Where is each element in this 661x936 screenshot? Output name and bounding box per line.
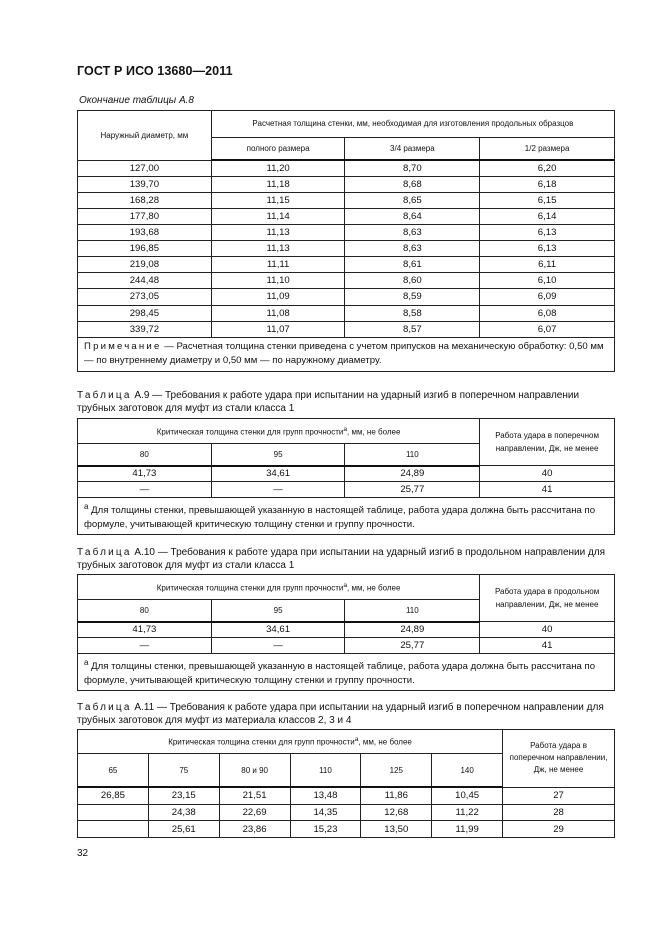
- table-a8-caption: Окончание таблицы А.8: [79, 95, 194, 106]
- document-header: ГОСТ Р ИСО 13680—2011: [77, 64, 233, 78]
- a8-cell: 11,09: [211, 289, 345, 305]
- a11-cell: 13,50: [361, 821, 432, 838]
- a8-row: [78, 289, 615, 305]
- a9-col-group: [78, 419, 480, 444]
- a8-cell: 8,63: [345, 241, 480, 257]
- a8-cell: 11,14: [211, 209, 345, 225]
- a9-footnote-sup: a: [84, 502, 89, 511]
- a10-row: [78, 622, 615, 638]
- a8-sub-34: 3/4 размера: [345, 137, 480, 160]
- a10-caption-label: Таблица: [77, 547, 132, 558]
- a10-footnote-sup: a: [84, 658, 89, 667]
- a11-cell: 11,99: [432, 821, 503, 838]
- a8-cell: 11,20: [211, 160, 345, 176]
- a8-cell: 6,11: [480, 257, 615, 273]
- a9-caption-text: А.9 — Требования к работе удара при испытании на ударный изгиб в поперечном направлении трубных заготовок для муфт из стали класса 1: [77, 390, 580, 414]
- a9-col-group-text: Критическая толщина стенки для групп прочности: [156, 427, 344, 437]
- a8-cell: 8,58: [345, 305, 480, 321]
- a10-group-0: 80: [78, 600, 212, 622]
- a8-cell: 168,28: [78, 192, 212, 208]
- a8-cell: 177,80: [78, 209, 212, 225]
- a9-footnote: [78, 498, 615, 535]
- table-a9: [77, 418, 615, 535]
- a11-cell: 10,45: [432, 787, 503, 804]
- a9-col-group-tail: , мм, не более: [347, 427, 401, 437]
- a11-row: [78, 821, 615, 838]
- a8-cell: 8,59: [345, 289, 480, 305]
- a11-cell: 15,23: [290, 821, 361, 838]
- table-a11: [77, 729, 615, 838]
- a8-cell: 139,70: [78, 176, 212, 192]
- a10-cell: 40: [480, 622, 615, 638]
- table-a10-caption: [77, 546, 617, 572]
- a8-row: [78, 225, 615, 241]
- a8-row: [78, 321, 615, 337]
- a9-row: [78, 466, 615, 482]
- a9-group-2: 110: [345, 444, 480, 466]
- a11-cell: 22,69: [219, 804, 290, 821]
- a9-cell: 40: [480, 466, 615, 482]
- a11-caption-text: А.11 — Требования к работе удара при испытании на ударный изгиб в поперечном направлении для трубных заготовок для муфт из материала классов 2, 3 и 4: [77, 702, 604, 726]
- a8-cell: 8,63: [345, 225, 480, 241]
- a10-col-group-text: Критическая толщина стенки для групп прочности: [156, 583, 344, 593]
- a8-cell: 127,00: [78, 160, 212, 176]
- a9-row: [78, 482, 615, 498]
- a11-row: [78, 787, 615, 804]
- a11-cell: 29: [503, 821, 615, 838]
- page-number: 32: [77, 848, 89, 859]
- a8-cell: 8,60: [345, 273, 480, 289]
- a8-cell: 11,10: [211, 273, 345, 289]
- a11-group-5: 140: [432, 754, 503, 787]
- a8-cell: 11,07: [211, 321, 345, 337]
- a10-col-group-tail: , мм, не более: [347, 583, 401, 593]
- a8-cell: 6,13: [480, 225, 615, 241]
- a11-caption-label: Таблица: [77, 702, 132, 713]
- a8-cell: 11,18: [211, 176, 345, 192]
- table-a9-caption: [77, 389, 617, 415]
- a9-cell: 41,73: [78, 466, 212, 482]
- a10-col-work: Работа удара в продольном направлении, Дж, не менее: [480, 575, 615, 622]
- a8-col-group: Расчетная толщина стенки, мм, необходимая для изготовления продольных образцов: [211, 111, 614, 138]
- a8-row: [78, 273, 615, 289]
- a8-cell: 6,08: [480, 305, 615, 321]
- a8-cell: 8,70: [345, 160, 480, 176]
- a8-row: [78, 160, 615, 176]
- a8-cell: 11,13: [211, 241, 345, 257]
- a8-row: [78, 257, 615, 273]
- a11-group-0: 65: [78, 754, 149, 787]
- a9-group-0: 80: [78, 444, 212, 466]
- a10-cell: 41,73: [78, 622, 212, 638]
- a8-cell: 11,15: [211, 192, 345, 208]
- a11-cell: 12,68: [361, 804, 432, 821]
- a11-cell: 27: [503, 787, 615, 804]
- a11-col-group-sup: a: [354, 736, 359, 744]
- a8-sub-full: полного размера: [211, 137, 345, 160]
- a10-cell: —: [78, 638, 212, 654]
- a9-cell: 25,77: [345, 482, 480, 498]
- a10-col-group: [78, 575, 480, 600]
- a11-cell: 23,86: [219, 821, 290, 838]
- a10-row: [78, 638, 615, 654]
- a11-col-group: [78, 730, 503, 754]
- a11-group-1: 75: [148, 754, 219, 787]
- a8-cell: 6,13: [480, 241, 615, 257]
- a8-row: [78, 192, 615, 208]
- a11-cell: 24,38: [148, 804, 219, 821]
- a8-cell: 11,08: [211, 305, 345, 321]
- a9-cell: 41: [480, 482, 615, 498]
- a9-col-work: Работа удара в поперечном направлении, Дж, не менее: [480, 419, 615, 466]
- a8-cell: 298,45: [78, 305, 212, 321]
- a11-cell: 11,86: [361, 787, 432, 804]
- a9-caption-label: Таблица: [77, 390, 132, 401]
- a11-row: [78, 804, 615, 821]
- a11-group-3: 110: [290, 754, 361, 787]
- a10-group-2: 110: [345, 600, 480, 622]
- a11-cell: 21,51: [219, 787, 290, 804]
- a9-cell: 34,61: [211, 466, 345, 482]
- a11-cell: 13,48: [290, 787, 361, 804]
- a8-note-text: — Расчетная толщина стенки приведена с учетом припусков на механическую обработку: 0,50 мм — по внутреннему диаметру и 0,50 мм — по наружному диаметру.: [84, 341, 604, 367]
- a9-cell: —: [78, 482, 212, 498]
- a9-cell: —: [211, 482, 345, 498]
- table-a10: [77, 574, 615, 691]
- a9-group-1: 95: [211, 444, 345, 466]
- a10-col-group-sup: a: [343, 581, 348, 589]
- a8-cell: 6,07: [480, 321, 615, 337]
- a10-cell: 34,61: [211, 622, 345, 638]
- a8-cell: 8,68: [345, 176, 480, 192]
- a11-col-group-text: Критическая толщина стенки для групп прочности: [168, 737, 355, 747]
- a11-cell: [78, 804, 149, 821]
- a10-cell: 25,77: [345, 638, 480, 654]
- a10-cell: 41: [480, 638, 615, 654]
- a10-cell: 24,89: [345, 622, 480, 638]
- a11-cell: 14,35: [290, 804, 361, 821]
- a8-cell: 6,09: [480, 289, 615, 305]
- a8-cell: 6,10: [480, 273, 615, 289]
- a8-cell: 339,72: [78, 321, 212, 337]
- a8-row: [78, 241, 615, 257]
- a8-cell: 273,05: [78, 289, 212, 305]
- a10-footnote: [78, 654, 615, 691]
- a8-cell: 11,11: [211, 257, 345, 273]
- a8-sub-12: 1/2 размера: [480, 137, 615, 160]
- a8-cell: 8,61: [345, 257, 480, 273]
- a8-cell: 219,08: [78, 257, 212, 273]
- a11-col-work: Работа удара в поперечном направлении, Дж, не менее: [503, 730, 615, 788]
- a8-cell: 8,65: [345, 192, 480, 208]
- a8-row: [78, 209, 615, 225]
- a11-cell: 11,22: [432, 804, 503, 821]
- a11-cell: 28: [503, 804, 615, 821]
- a11-cell: [78, 821, 149, 838]
- a8-row: [78, 176, 615, 192]
- a8-cell: 6,15: [480, 192, 615, 208]
- a11-group-2: 80 и 90: [219, 754, 290, 787]
- a10-footnote-text: Для толщины стенки, превышающей указанную в настоящей таблице, работа удара должна быть рассчитана по формуле, учитывающей критическую толщину стенки и группу прочности.: [84, 661, 596, 687]
- a9-col-group-sup: a: [343, 425, 348, 433]
- a8-cell: 6,18: [480, 176, 615, 192]
- table-a11-caption: [77, 701, 617, 727]
- a8-cell: 11,13: [211, 225, 345, 241]
- a9-cell: 24,89: [345, 466, 480, 482]
- a8-col-diameter: Наружный диаметр, мм: [78, 111, 212, 161]
- a10-caption-text: А.10 — Требования к работе удара при испытании на ударный изгиб в продольном направлении для трубных заготовок для муфт из стали класса 1: [77, 547, 606, 571]
- a9-footnote-text: Для толщины стенки, превышающей указанную в настоящей таблице, работа удара должна быть рассчитана по формуле, учитывающей критическую толщину стенки и группу прочности.: [84, 505, 596, 531]
- a8-cell: 6,14: [480, 209, 615, 225]
- a10-group-1: 95: [211, 600, 345, 622]
- a11-col-group-tail: , мм, не более: [358, 737, 412, 747]
- table-a8: [77, 110, 615, 372]
- a10-cell: —: [211, 638, 345, 654]
- a8-cell: 8,64: [345, 209, 480, 225]
- a8-row: [78, 305, 615, 321]
- a11-cell: 26,85: [78, 787, 149, 804]
- a8-note-label: Примечание: [84, 341, 162, 353]
- a11-group-4: 125: [361, 754, 432, 787]
- a8-note: [78, 337, 615, 371]
- a11-cell: 25,61: [148, 821, 219, 838]
- a8-cell: 196,85: [78, 241, 212, 257]
- a8-cell: 8,57: [345, 321, 480, 337]
- a8-cell: 193,68: [78, 225, 212, 241]
- a8-cell: 244,48: [78, 273, 212, 289]
- a11-cell: 23,15: [148, 787, 219, 804]
- a8-cell: 6,20: [480, 160, 615, 176]
